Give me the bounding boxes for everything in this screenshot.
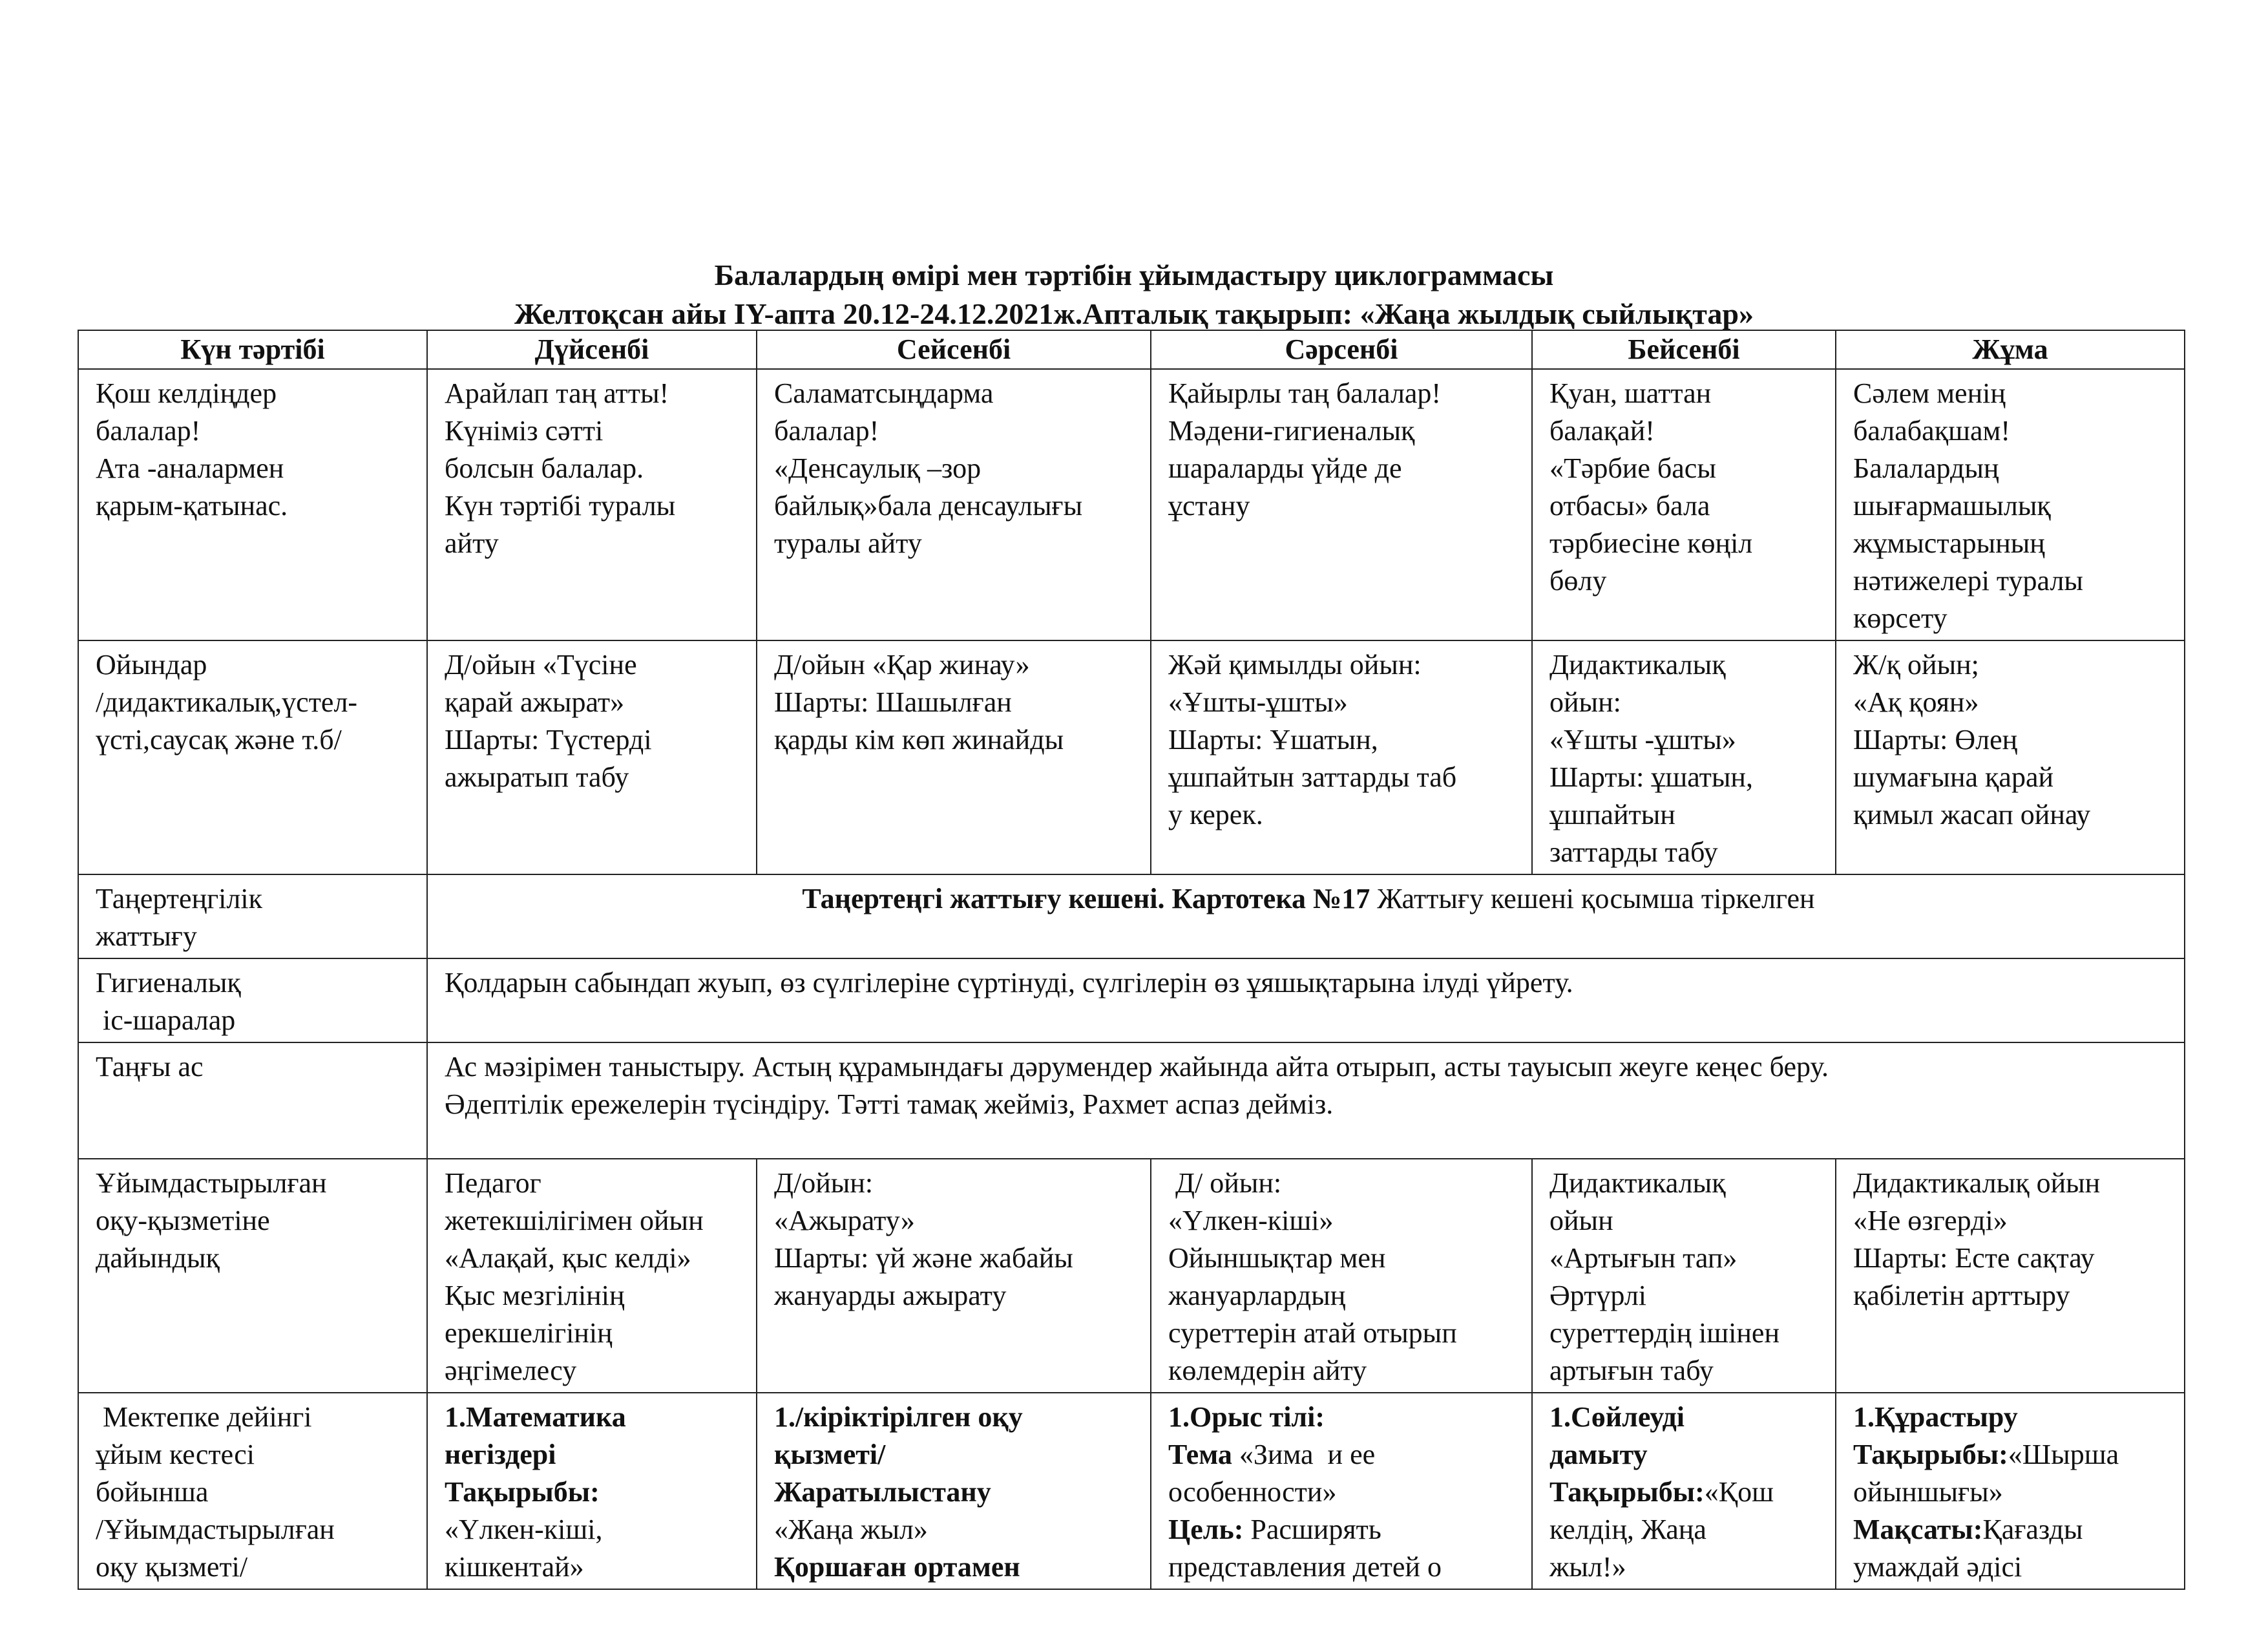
header-thursday: Бейсенбі xyxy=(1532,330,1836,369)
cell-wednesday: Қайырлы таң балалар! Мәдени-гигиеналық шараларды үйде де ұстану xyxy=(1151,369,1532,640)
cell-friday: 1.Құрастыру Тақырыбы:«Шырша ойыншығы» Мақсаты:Қағазды умаждай әдісі xyxy=(1836,1393,2185,1589)
cell-thursday: 1.Сөйлеуді дамыту Тақырыбы:«Қош келдің, Жаңа жыл!» xyxy=(1532,1393,1836,1589)
cell-friday: Ж/қ ойын; «Ақ қоян» Шарты: Өлең шумағына қарай қимыл жасап ойнау xyxy=(1836,640,2185,874)
row-label: Таңғы ас xyxy=(78,1042,427,1159)
header-row xyxy=(78,330,2185,369)
cell-friday: Сәлем менің балабақшам! Балалардың шығармашылық жұмыстарының нәтижелері туралы көрсету xyxy=(1836,369,2185,640)
cell-thursday: Дидактикалық ойын «Артығын тап» Әртүрлі суреттердің ішінен артығын табу xyxy=(1532,1159,1836,1393)
cell-monday: Педагог жетекшілігімен ойын «Алақай, қыс келді» Қыс мезгілінің ерекшелігінің әңгімелесу xyxy=(427,1159,757,1393)
cell-tuesday: Саламатсыңдарма балалар! «Денсаулық –зор байлық»бала денсаулығы туралы айту xyxy=(757,369,1151,640)
page-title: Балалардың өмірі мен тәртібін ұйымдастыру циклограммасы xyxy=(714,259,1554,291)
table-row-exercise xyxy=(78,874,2185,958)
table-row-greeting xyxy=(78,369,2185,640)
cell-friday: Дидактикалық ойын «Не өзгерді» Шарты: Есте сақтау қабілетін арттыру xyxy=(1836,1159,2185,1393)
cell-exercise-all-days xyxy=(427,874,2185,958)
row-label: Гигиеналық іс-шаралар xyxy=(78,958,427,1042)
row-label: Қош келдіңдер балалар! Ата -аналармен қарым-қатынас. xyxy=(78,369,427,640)
cell-monday: 1.Математика негіздері Тақырыбы: «Үлкен-кіші, кішкентай» xyxy=(427,1393,757,1589)
header-monday: Дүйсенбі xyxy=(427,330,757,369)
row-label: Мектепке дейінгі ұйым кестесі бойынша /Ұйымдастырылған оқу қызметі/ xyxy=(78,1393,427,1589)
cell-wednesday: 1.Орыс тілі: Тема «Зима и ее особенности» Цель: Расширять представления детей о xyxy=(1151,1393,1532,1589)
header-daily-routine: Күн тәртібі xyxy=(78,330,427,369)
exercise-note: Жаттығу кешені қосымша тіркелген xyxy=(1370,883,1815,914)
header-tuesday: Сейсенбі xyxy=(757,330,1151,369)
cell-monday: Арайлап таң атты! Күніміз сәтті болсын балалар. Күн тәртібі туралы айту xyxy=(427,369,757,640)
table-row-games xyxy=(78,640,2185,874)
cell-thursday: Дидактикалық ойын: «Ұшты -ұшты» Шарты: ұшатын, ұшпайтын заттарды табу xyxy=(1532,640,1836,874)
table-row-schedule xyxy=(78,1393,2185,1589)
cell-wednesday: Жәй қимылды ойын: «Ұшты-ұшты» Шарты: Ұшатын, ұшпайтын заттарды таб у керек. xyxy=(1151,640,1532,874)
cell-hygiene-all-days: Қолдарын сабындап жуып, өз сүлгілеріне сүртінуді, сүлгілерін өз ұяшықтарына ілуді үйрету. xyxy=(427,958,2185,1042)
header-wednesday: Сәрсенбі xyxy=(1151,330,1532,369)
table-row-preparation xyxy=(78,1159,2185,1393)
cell-wednesday: Д/ ойын: «Үлкен-кіші» Ойыншықтар мен жануарлардың суреттерін атай отырып көлемдерін айту xyxy=(1151,1159,1532,1393)
cell-tuesday: Д/ойын: «Ажырату» Шарты: үй және жабайы жануарды ажырату xyxy=(757,1159,1151,1393)
cell-thursday: Қуан, шаттан балақай! «Тәрбие басы отбасы» бала тәрбиесіне көңіл бөлу xyxy=(1532,369,1836,640)
row-label: Таңертеңгілік жаттығу xyxy=(78,874,427,958)
cell-monday: Д/ойын «Түсіне қарай ажырат» Шарты: Түстерді ажыратып табу xyxy=(427,640,757,874)
cyclogram-table xyxy=(78,330,2185,1590)
header-friday: Жұма xyxy=(1836,330,2185,369)
row-label: Ойындар /дидактикалық,үстел- үсті,саусақ және т.б/ xyxy=(78,640,427,874)
page-subtitle: Желтоқсан айы IY-апта 20.12-24.12.2021ж.Апталық тақырып: «Жаңа жылдық сыйлықтар» xyxy=(514,297,1754,330)
cell-breakfast-all-days: Ас мәзірімен таныстыру. Астың құрамындағы дәрумендер жайында айта отырып, асты тауысып жеуге кеңес беру. Әдептілік ережелерін түсіндіру. Тәтті тамақ жейміз, Рахмет аспаз дейміз. xyxy=(427,1042,2185,1159)
row-label: Ұйымдастырылған оқу-қызметіне дайындық xyxy=(78,1159,427,1393)
cell-tuesday: Д/ойын «Қар жинау» Шарты: Шашылған қарды кім көп жинайды xyxy=(757,640,1151,874)
cell-tuesday: 1./кіріктірілген оқу қызметі/ Жаратылыстану «Жаңа жыл» Қоршаған ортамен xyxy=(757,1393,1151,1589)
table-row-breakfast xyxy=(78,1042,2185,1159)
exercise-title: Таңертеңгі жаттығу кешені. Картотека №17 xyxy=(802,883,1370,914)
table-row-hygiene xyxy=(78,958,2185,1042)
